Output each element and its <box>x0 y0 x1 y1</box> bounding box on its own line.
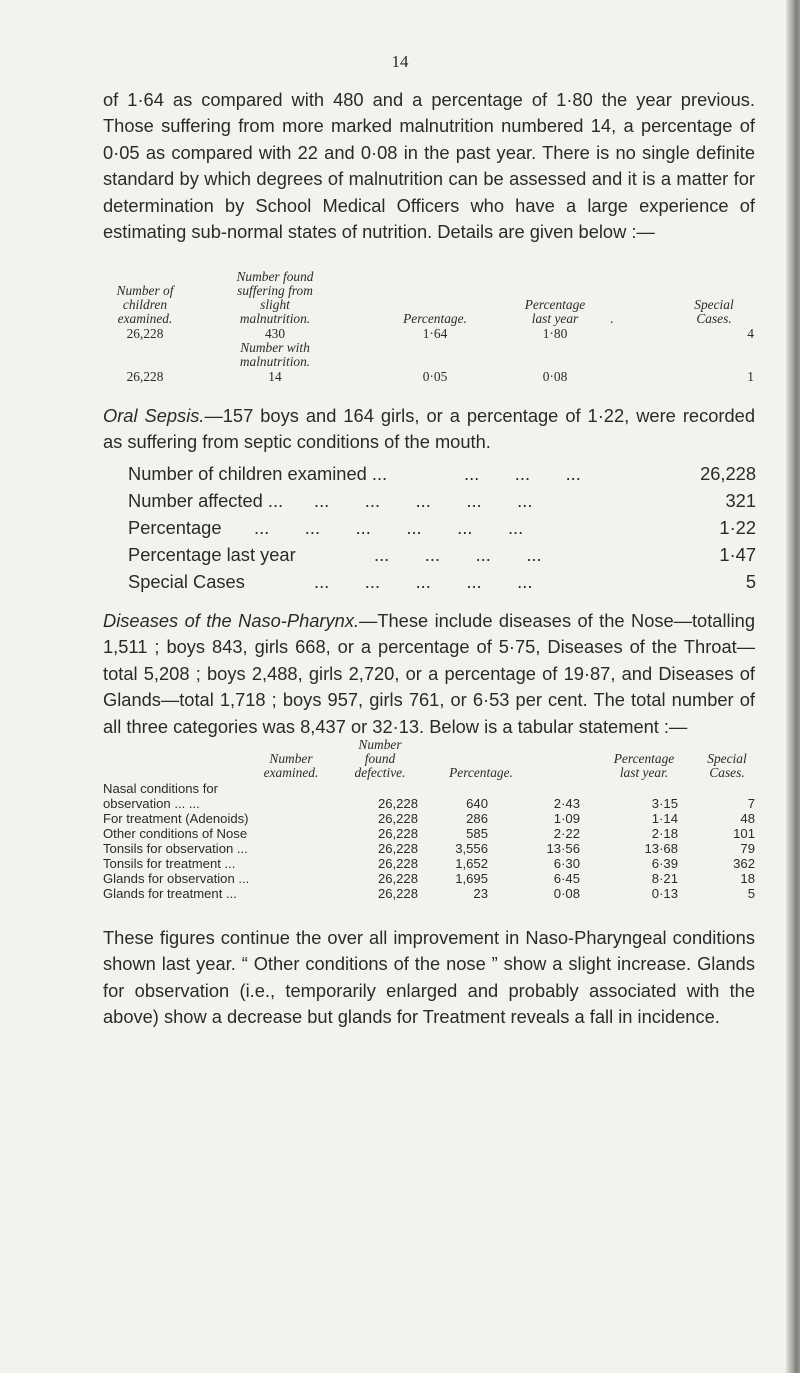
list-item-value: 321 <box>725 490 756 511</box>
row1-examined: 26,228 <box>126 326 164 341</box>
header-examined-2: examined. <box>263 765 319 780</box>
row-percentage: 2·22 <box>553 826 580 841</box>
row-examined: 26,228 <box>377 886 418 901</box>
list-item: Special Cases ... ... ... ... ... 5 <box>128 571 756 592</box>
header-last-year-2: last year. <box>619 765 669 780</box>
header-children-1: Number of <box>116 283 174 298</box>
row-special: 18 <box>740 871 755 886</box>
row-last-year: 1·14 <box>651 811 678 826</box>
row-last-year: 3·15 <box>651 796 678 811</box>
header-found-2: suffering from <box>237 283 313 298</box>
row2-special: 1 <box>747 369 754 384</box>
row-examined: 26,228 <box>377 871 418 886</box>
intro-paragraph: of 1·64 as compared with 480 and a percentage of 1·80 the year previous. Those suffering from more marked malnutrition numbered 14, a percentage of 0·05 as compared with 22 and 0·08 in the past year. There is no single definite standard by which degrees of malnutrition can be assessed and it is a matter for determination by School Medical Officers who have a large experience of estimating sub-normal states of nutrition. Details are given below :— <box>103 89 755 243</box>
naso-pharynx-paragraph <box>103 608 755 740</box>
header-special-1: Special <box>707 751 747 766</box>
row-label: Other conditions of Nose <box>103 826 248 841</box>
row-percentage: 6·45 <box>553 871 580 886</box>
header-percentage: Percentage. <box>449 765 513 780</box>
row2-percentage: 0·05 <box>422 369 448 384</box>
list-item-value: 1·47 <box>719 544 756 565</box>
row2-sublabel-2: malnutrition. <box>239 354 311 369</box>
list-item-value: 26,228 <box>700 463 756 484</box>
list-item-label: Percentage last year <box>128 544 296 565</box>
row-percentage: 6·30 <box>553 856 580 871</box>
row-examined: 26,228 <box>377 856 418 871</box>
row-percentage: 2·43 <box>553 796 580 811</box>
header-last-year-1: Percentage <box>613 751 675 766</box>
row-found: 23 <box>473 886 488 901</box>
row-percentage: 1·09 <box>553 811 580 826</box>
header-found-1: Number found <box>236 269 314 284</box>
row-special: 362 <box>733 856 755 871</box>
list-item: Percentage ... ... ... ... ... ... 1·22 <box>128 517 756 538</box>
row-label: Tonsils for treatment ... <box>103 856 236 871</box>
list-item-value: 1·22 <box>719 517 756 538</box>
page-edge-shadow <box>786 0 800 1373</box>
row2-sublabel-1: Number with <box>240 340 310 355</box>
header-found-3: defective. <box>354 765 406 780</box>
header-examined-1: Number <box>269 751 313 766</box>
row-special: 7 <box>747 796 755 811</box>
header-found-4: malnutrition. <box>239 311 311 326</box>
page-number: 14 <box>391 52 409 71</box>
header-found-1: Number <box>358 737 402 752</box>
row-examined: 26,228 <box>377 796 418 811</box>
header-children-3: examined. <box>117 311 173 326</box>
row2-last-year: 0·08 <box>542 369 568 384</box>
list-item: Percentage last year ... ... ... ... 1·47 <box>128 544 756 565</box>
row-label: For treatment (Adenoids) <box>103 811 249 826</box>
row-label: Glands for observation ... <box>103 871 250 886</box>
row-found: 1,695 <box>455 871 488 886</box>
row-percentage: 0·08 <box>553 886 580 901</box>
row-last-year: 13·68 <box>644 841 678 856</box>
row-special: 48 <box>740 811 755 826</box>
header-children-2: children <box>122 297 168 312</box>
row-special: 79 <box>740 841 755 856</box>
row-examined: 26,228 <box>377 841 418 856</box>
row-found: 286 <box>466 811 488 826</box>
row-label: Tonsils for observation ... <box>103 841 248 856</box>
row1-number: 430 <box>264 326 286 341</box>
row-special: 5 <box>747 886 755 901</box>
list-item-label: Number affected ... <box>128 490 284 511</box>
oral-sepsis-heading: Oral Sepsis. <box>103 405 205 426</box>
header-dot: . <box>610 311 614 326</box>
header-special-1: Special <box>694 297 734 312</box>
naso-pharynx-text: —These include diseases of the Nose—totalling 1,511 ; boys 843, girls 668, or a percentage of 5·75, Diseases of the Throat—total 5,208 ; boys 2,488, girls 2,720, or a percentage of 19·87, and Diseases of Glands—total 1,718 ; boys 957, girls 761, or 6·53 per cent. The total number of all three categories was 8,437 or 32·13. Below is a tabular statement :— <box>103 610 755 737</box>
naso-pharynx-heading: Diseases of the Naso-Pharynx. <box>103 610 360 631</box>
list-item-label: Number of children examined ... <box>128 463 388 484</box>
list-item-label: Percentage <box>128 517 222 538</box>
header-special-2: Cases. <box>709 765 745 780</box>
list-item: Number affected ... ... ... ... ... ... 321 <box>128 490 756 511</box>
header-special-2: Cases. <box>696 311 732 326</box>
row-last-year: 2·18 <box>651 826 678 841</box>
row-label: observation ... ... <box>103 796 200 811</box>
header-found-2: found <box>364 751 396 766</box>
header-found-3: slight <box>260 297 290 312</box>
oral-sepsis-text: —157 boys and 164 girls, or a percentage of 1·22, were recorded as suffering from septic conditions of the mouth. <box>103 405 755 453</box>
row-found: 585 <box>466 826 488 841</box>
row1-last-year: 1·80 <box>542 326 568 341</box>
row-label: Glands for treatment ... <box>103 886 237 901</box>
row-label: Nasal conditions for <box>103 781 218 796</box>
row1-percentage: 1·64 <box>422 326 448 341</box>
header-last-year-2: last year <box>531 311 579 326</box>
row-last-year: 8·21 <box>651 871 678 886</box>
row-examined: 26,228 <box>377 811 418 826</box>
row-last-year: 0·13 <box>651 886 678 901</box>
list-item-label: Special Cases <box>128 571 245 592</box>
header-percentage: Percentage. <box>403 311 467 326</box>
row2-examined: 26,228 <box>126 369 164 384</box>
oral-sepsis-paragraph <box>103 403 755 456</box>
row2-number: 14 <box>268 369 282 384</box>
list-item: Number of children examined ... ... ... ... 26,228 <box>128 463 756 484</box>
row-examined: 26,228 <box>377 826 418 841</box>
row-percentage: 13·56 <box>546 841 580 856</box>
row-found: 3,556 <box>455 841 488 856</box>
row1-special: 4 <box>747 326 754 341</box>
row-special: 101 <box>733 826 755 841</box>
oral-sepsis-list <box>128 463 756 594</box>
list-item-value: 5 <box>745 571 756 592</box>
row-last-year: 6·39 <box>651 856 678 871</box>
row-found: 640 <box>466 796 488 811</box>
closing-paragraph: These figures continue the over all improvement in Naso-Pharyngeal conditions shown last year. “ Other conditions of the nose ” show a slight increase. Glands for observation (i.e., temporarily enlarged and probably associated with the above) show a decrease but glands for Treatment reveals a fall in incidence. <box>103 927 755 1028</box>
row-found: 1,652 <box>455 856 488 871</box>
header-last-year-1: Percentage <box>524 297 586 312</box>
